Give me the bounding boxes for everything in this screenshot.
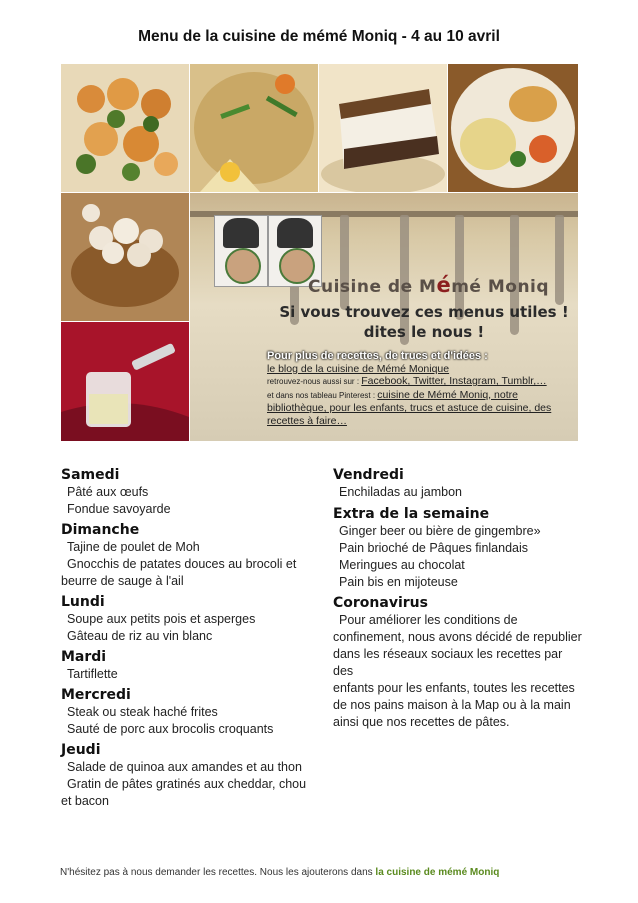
menu-item: Salade de quinoa aux amandes et au thon	[67, 760, 302, 774]
day-tuesday	[61, 648, 311, 683]
day-heading: Lundi	[61, 594, 105, 610]
menu-item: Steak ou steak haché frites	[67, 705, 218, 719]
photo-ginger-beer	[61, 322, 189, 441]
menu-left-column	[61, 466, 311, 810]
menu-item: et bacon	[61, 794, 109, 808]
coronavirus-heading: Coronavirus	[333, 595, 428, 611]
banner-line-2: dites le nous !	[363, 323, 485, 341]
menu-item: Enchiladas au jambon	[339, 485, 462, 499]
coronavirus-line: ainsi que nos recettes de pâtes.	[333, 715, 510, 729]
day-heading: Mercredi	[61, 687, 131, 703]
day-heading: Jeudi	[61, 742, 101, 758]
utensil-icon	[555, 215, 564, 305]
banner-title: Cuisine de Mémé Moniq	[308, 273, 550, 297]
day-heading: Samedi	[61, 467, 120, 483]
menu-item: Fondue savoyarde	[67, 502, 171, 516]
menu-item: Gratin de pâtes gratinés aux cheddar, chou	[67, 777, 307, 791]
coronavirus-section	[333, 594, 583, 731]
social-prefix: retrouvez-nous aussi sur :	[267, 377, 362, 386]
coronavirus-line: confinement, nous avons décidé de republier	[333, 630, 582, 644]
menu-item: Pain bis en mijoteuse	[339, 575, 458, 589]
photo-quinoa-salad	[190, 64, 318, 192]
footer-link[interactable]: la cuisine de mémé Moniq	[375, 867, 500, 878]
day-monday	[61, 593, 311, 645]
promo-banner	[190, 193, 578, 441]
menu-item: Soupe aux petits pois et asperges	[67, 612, 256, 626]
menu-item: Sauté de porc aux brocolis croquants	[67, 722, 274, 736]
day-heading: Vendredi	[333, 467, 404, 483]
menu-item: beurre de sauge à l'ail	[61, 574, 184, 588]
day-thursday	[61, 741, 311, 810]
menu-item: Tartiflette	[67, 667, 118, 681]
menu-item: Gnocchis de patates douces au brocoli et	[67, 557, 297, 571]
photo-chicken-broccoli	[61, 64, 189, 192]
blog-link[interactable]: le blog de la cuisine de Mémé Monique	[267, 362, 450, 375]
menu-item: Gâteau de riz au vin blanc	[67, 629, 213, 643]
photo-meringues	[61, 193, 189, 321]
menu-item: Pâté aux œufs	[67, 485, 149, 499]
day-heading: Extra de la semaine	[333, 506, 490, 522]
social-links[interactable]: Facebook, Twitter, Instagram, Tumblr,…	[361, 375, 547, 387]
pinterest-links[interactable]: cuisine de Mémé Moniq, notre bibliothèque, pour les enfants, trucs et astuce de cuisine, des recettes à faire…	[267, 388, 552, 427]
footer-text: N'hésitez pas à nous demander les recettes. Nous les ajouterons dans	[60, 867, 376, 878]
banner-line-1: Si vous trouvez ces menus utiles !	[279, 303, 569, 321]
menu-item: Ginger beer ou bière de gingembre»	[339, 524, 541, 538]
day-heading: Mardi	[61, 649, 107, 665]
day-saturday	[61, 466, 311, 518]
day-heading: Dimanche	[61, 522, 140, 538]
day-wednesday	[61, 686, 311, 738]
photo-gratin-slice	[319, 64, 447, 192]
menu-item: Tajine de poulet de Moh	[67, 540, 200, 554]
day-friday	[333, 466, 583, 501]
info-heading: Pour plus de recettes, de trucs et d'idées :	[267, 350, 488, 362]
chef-avatar	[214, 215, 268, 287]
extra-of-week	[333, 505, 583, 591]
banner-info	[267, 350, 567, 427]
page-title: Menu de la cuisine de mémé Moniq - 4 au 10 avril	[138, 28, 500, 45]
coronavirus-line: dans les réseaux sociaux les recettes par des	[333, 647, 563, 678]
coronavirus-line: Pour améliorer les conditions de	[339, 613, 518, 627]
menu-right-column	[333, 466, 583, 731]
pinterest-prefix: et dans nos tableau Pinterest :	[267, 390, 378, 400]
photo-tajine	[448, 64, 578, 192]
coronavirus-line: de nos pains maison à la Map ou à la main	[333, 698, 571, 712]
menu-item: Pain brioché de Pâques finlandais	[339, 541, 529, 555]
day-sunday	[61, 521, 311, 590]
menu-item: Meringues au chocolat	[339, 558, 465, 572]
coronavirus-line: enfants pour les enfants, toutes les recettes	[333, 681, 575, 695]
footer-note	[60, 867, 499, 878]
